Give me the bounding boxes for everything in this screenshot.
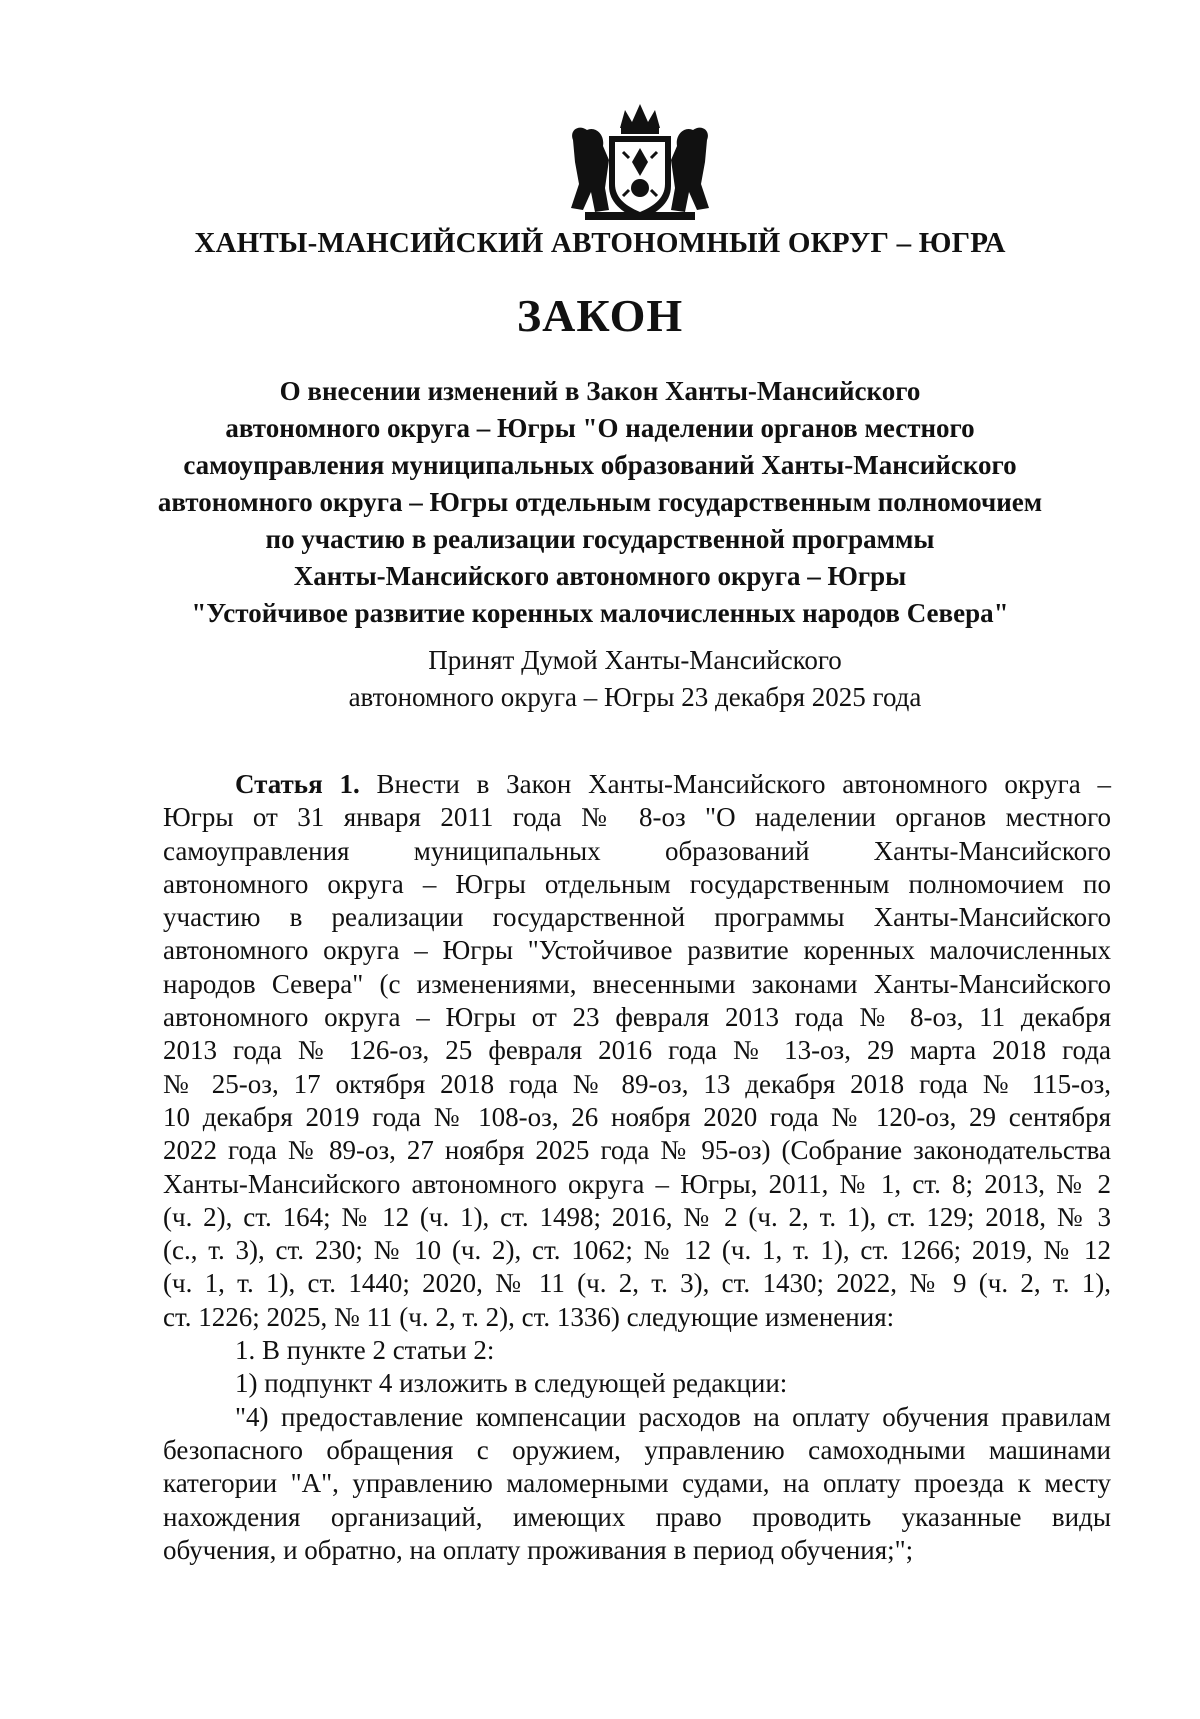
article-line: автономного округа – Югры "Устойчивое развитие коренных малочисленных xyxy=(163,935,1111,966)
title-line: автономного округа – Югры отдельным государственным полномочием xyxy=(157,487,1043,517)
article-line: народов Севера" (с изменениями, внесенными законами Ханты-Мансийского xyxy=(163,968,1111,999)
article-line: 2022 года № 89-оз, 27 ноября 2025 года № 95-оз) (Собрание законодательства xyxy=(163,1135,1111,1166)
coat-of-arms-icon xyxy=(565,100,715,230)
article-line: (с., т. 3), ст. 230; № 10 (ч. 2), ст. 1062; № 12 (ч. 1, т. 1), ст. 1266; 2019, № 12 xyxy=(163,1235,1111,1266)
article-line: 2013 года № 126-оз, 25 февраля 2016 года № 13-оз, 29 марта 2018 года xyxy=(163,1035,1111,1066)
article-line: 10 декабря 2019 года № 108-оз, 26 ноября 2020 года № 120-оз, 29 сентября xyxy=(163,1101,1111,1132)
title-line: самоуправления муниципальных образований Ханты-Мансийского xyxy=(183,450,1017,480)
law-title xyxy=(140,373,1060,632)
adoption-line: автономного округа – Югры 23 декабря 2025 года xyxy=(348,682,922,712)
adoption-note xyxy=(0,642,1200,716)
article-line: № 25-оз, 17 октября 2018 года № 89-оз, 13 декабря 2018 года № 115-оз, xyxy=(163,1068,1111,1099)
article-line: автономного округа – Югры отдельным государственным полномочием по xyxy=(163,868,1111,899)
article-line: (ч. 1, т. 1), ст. 1440; 2020, № 11 (ч. 2, т. 3), ст. 1430; 2022, № 9 (ч. 2, т. 1), xyxy=(163,1268,1111,1299)
article-label: Статья 1. xyxy=(235,769,360,799)
document-type-heading: ЗАКОН xyxy=(516,290,684,341)
subpoint-1: 1) подпункт 4 изложить в следующей редакции: xyxy=(235,1368,788,1399)
article-line: автономного округа – Югры от 23 февраля 2013 года № 8-оз, 11 декабря xyxy=(163,1002,1111,1033)
article-first-line xyxy=(163,768,1111,801)
article-line: ст. 1226; 2025, № 11 (ч. 2, т. 2), ст. 1336) следующие изменения: xyxy=(163,1301,895,1332)
quote-line: нахождения организаций, имеющих право проводить указанные виды xyxy=(163,1501,1111,1532)
article-line: Ханты-Мансийского автономного округа – Югры, 2011, № 1, ст. 8; 2013, № 2 xyxy=(163,1168,1111,1199)
article-line: самоуправления муниципальных образований Ханты-Мансийского xyxy=(163,835,1111,866)
article-line: участию в реализации государственной программы Ханты-Мансийского xyxy=(163,902,1111,933)
article-intro: Внести в Закон Ханты-Мансийского автономного округа – xyxy=(359,769,1111,799)
point-1: 1. В пункте 2 статьи 2: xyxy=(235,1335,495,1366)
title-line: Ханты-Мансийского автономного округа – Югры xyxy=(293,561,907,591)
article-line: Югры от 31 января 2011 года № 8-оз "О наделении органов местного xyxy=(163,802,1111,833)
article-1 xyxy=(163,768,1111,1567)
article-line: (ч. 2), ст. 164; № 12 (ч. 1), ст. 1498; 2016, № 2 (ч. 2, т. 1), ст. 129; 2018, № 3 xyxy=(163,1201,1111,1232)
title-line: О внесении изменений в Закон Ханты-Мансийского xyxy=(279,376,921,406)
title-line: автономного округа – Югры "О наделении органов местного xyxy=(225,413,975,443)
adoption-line: Принят Думой Ханты-Мансийского xyxy=(428,645,842,675)
quote-line: обучения, и обратно, на оплату проживания в период обучения;"; xyxy=(163,1534,914,1565)
title-line: "Устойчивое развитие коренных малочисленных народов Севера" xyxy=(191,598,1009,628)
title-line: по участию в реализации государственной программы xyxy=(265,524,935,554)
quote-line: безопасного обращения с оружием, управлению самоходными машинами xyxy=(163,1434,1111,1465)
quote-line: категории "А", управлению маломерными судами, на оплату проезда к месту xyxy=(163,1468,1111,1499)
quote-first-line: "4) предоставление компенсации расходов на оплату обучения правилам xyxy=(235,1401,1111,1432)
region-heading: ХАНТЫ-МАНСИЙСКИЙ АВТОНОМНЫЙ ОКРУГ – ЮГРА xyxy=(194,227,1006,259)
